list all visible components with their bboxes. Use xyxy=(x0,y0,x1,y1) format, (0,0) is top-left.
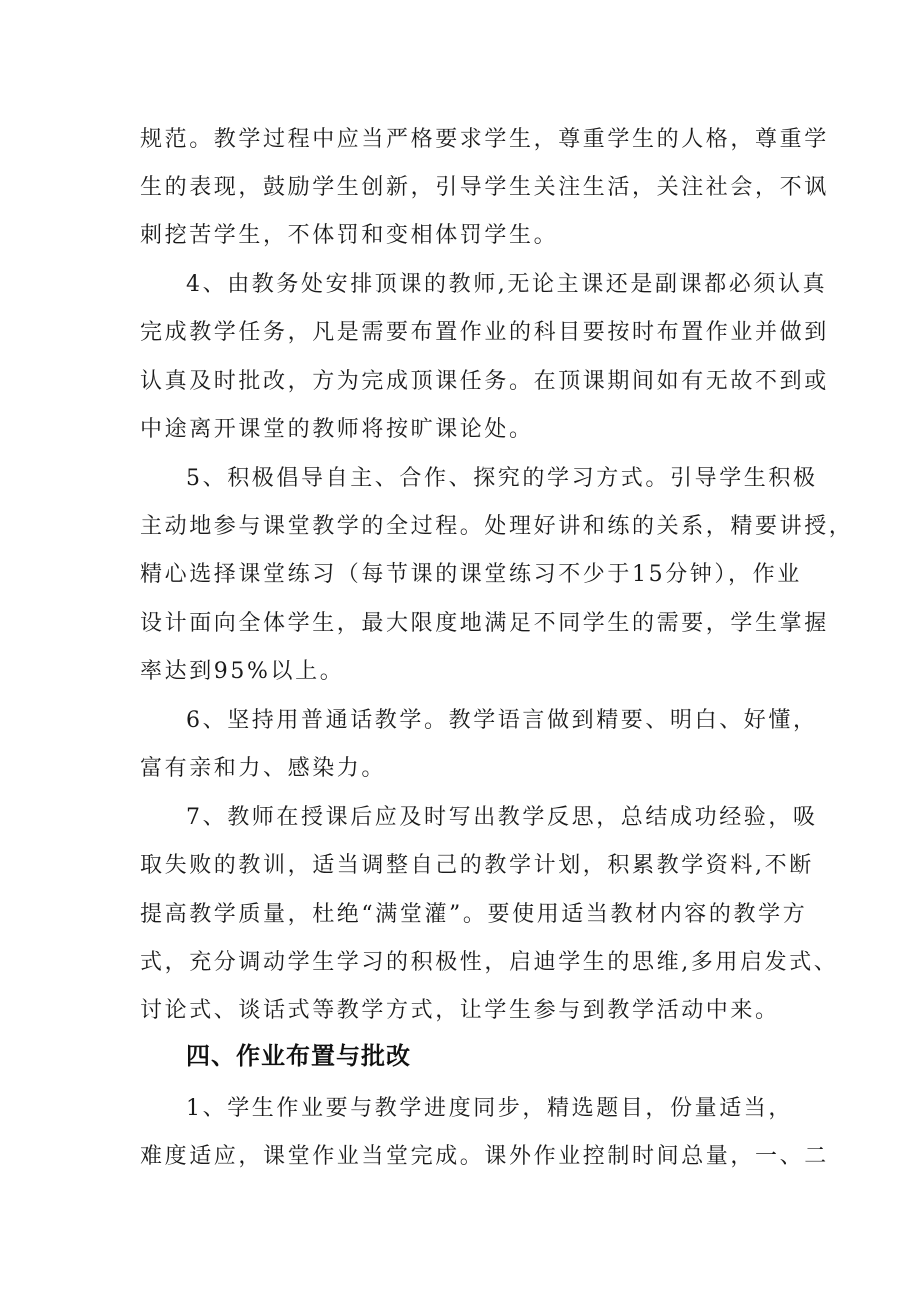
text-line: 提高教学质量，杜绝“满堂灌”。要使用适当教材内容的教学方 xyxy=(140,902,808,927)
text-line: 中途离开课堂的教师将按旷课论处。 xyxy=(140,417,534,442)
text-line: 难度适应，课堂作业当堂完成。课外作业控制时间总量，一、二 xyxy=(140,1144,829,1169)
text-line: 规范。教学过程中应当严格要求学生，尊重学生的人格，尊重学 xyxy=(140,127,829,152)
text-line: 认真及时批改，方为完成顶课任务。在顶课期间如有无故不到或 xyxy=(140,369,829,394)
text-line: 取失败的教训，适当调整自己的教学计划，积累教学资料,不断 xyxy=(140,853,814,878)
text-line: 式，充分调动学生学习的积极性，启迪学生的思维,多用启发式、 xyxy=(140,950,839,975)
section-heading: 四、作业布置与批改 xyxy=(186,1042,411,1070)
text-line: 精心选择课堂练习（每节课的课堂练习不少于15分钟），作业 xyxy=(140,562,802,587)
text-line: 4、由教务处安排顶课的教师,无论主课还是副课都必须认真 xyxy=(186,272,828,297)
text-line: 生的表现，鼓励学生创新，引导学生关注生活，关注社会，不讽 xyxy=(140,175,829,200)
text-line: 刺挖苦学生，不体罚和变相体罚学生。 xyxy=(140,223,559,248)
text-line: 1、学生作业要与教学进度同步，精选题目，份量适当， xyxy=(186,1096,793,1121)
text-line: 设计面向全体学生，最大限度地满足不同学生的需要，学生掌握 xyxy=(140,611,829,636)
text-line: 5、积极倡导自主、合作、探究的学习方式。引导学生积极 xyxy=(186,466,818,491)
text-line: 富有亲和力、感染力。 xyxy=(140,756,387,781)
text-line: 讨论式、谈话式等教学方式，让学生参与到教学活动中来。 xyxy=(140,998,780,1023)
text-line: 6、坚持用普通话教学。教学语言做到精要、明白、好懂， xyxy=(186,708,818,733)
text-line: 7、教师在授课后应及时写出教学反思，总结成功经验，吸 xyxy=(186,805,818,830)
text-line: 率达到95%以上。 xyxy=(140,659,345,684)
text-line: 完成教学任务，凡是需要布置作业的科目要按时布置作业并做到 xyxy=(140,320,829,345)
text-line: 主动地参与课堂教学的全过程。处理好讲和练的关系，精要讲授， xyxy=(140,514,854,539)
